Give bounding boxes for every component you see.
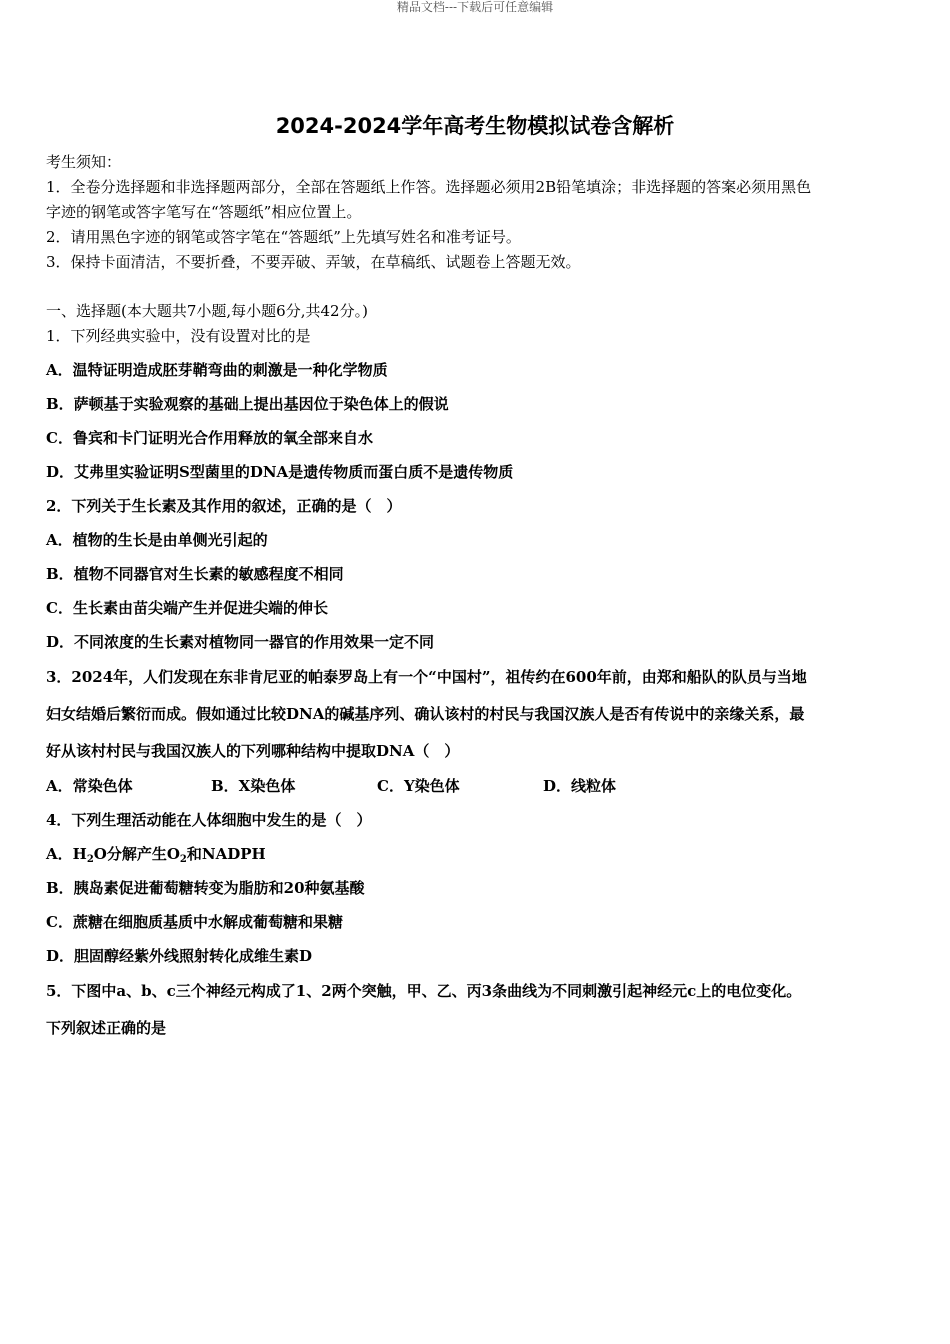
question-1-option-c: C．鲁宾和卡门证明光合作用释放的氧全部来自水 bbox=[46, 429, 373, 447]
question-3-stem-line-3: 好从该村村民与我国汉族人的下列哪种结构中提取DNA（ ） bbox=[46, 742, 460, 760]
question-2-option-d: D．不同浓度的生长素对植物同一器官的作用效果一定不同 bbox=[46, 633, 435, 651]
question-2-option-a: A．植物的生长是由单侧光引起的 bbox=[46, 531, 268, 549]
question-2-option-c: C．生长素由苗尖端产生并促进尖端的伸长 bbox=[46, 599, 328, 617]
notice-item-1-line-1: 1．全卷分选择题和非选择题两部分，全部在答题纸上作答。选择题必须用2B铅笔填涂；非选择题的答案必须用黑色 bbox=[46, 178, 812, 196]
question-4-option-a-subscript-2: 2 bbox=[179, 854, 187, 865]
question-2-option-b: B．植物不同器官对生长素的敏感程度不相同 bbox=[46, 565, 344, 583]
question-1-option-a: A．温特证明造成胚芽鞘弯曲的刺激是一种化学物质 bbox=[46, 361, 388, 379]
question-4-option-a-subscript-1: 2 bbox=[86, 854, 94, 865]
question-3-option-a: A．常染色体 bbox=[46, 777, 133, 795]
question-1-option-b: B．萨顿基于实验观察的基础上提出基因位于染色体上的假说 bbox=[46, 395, 449, 413]
question-1-stem: 1．下列经典实验中，没有设置对比的是 bbox=[46, 327, 311, 345]
question-2-stem: 2．下列关于生长素及其作用的叙述，正确的是（ ） bbox=[46, 497, 402, 515]
question-4-option-a-part-1: A．H bbox=[46, 845, 87, 863]
section-heading: 一、选择题(本大题共7小题,每小题6分,共42分。) bbox=[46, 302, 368, 320]
question-3-stem-line-2: 妇女结婚后繁衍而成。假如通过比较DNA的碱基序列、确认该村的村民与我国汉族人是否有传说中的亲缘关系，最 bbox=[46, 705, 805, 723]
header-note: 精品文档---下载后可任意编辑 bbox=[396, 0, 554, 14]
question-3-option-b: B．X染色体 bbox=[211, 777, 296, 795]
question-4-option-a-part-3: 和NADPH bbox=[186, 845, 266, 863]
question-5-stem-line-1: 5．下图中a、b、c三个神经元构成了1、2两个突触，甲、乙、丙3条曲线为不同刺激引起神经元c上的电位变化。 bbox=[46, 982, 802, 1000]
question-1-option-d: D．艾弗里实验证明S型菌里的DNA是遗传物质而蛋白质不是遗传物质 bbox=[46, 463, 514, 481]
page-title: 2024-2024学年高考生物模拟试卷含解析 bbox=[275, 114, 675, 138]
question-4-option-d: D．胆固醇经紫外线照射转化成维生素D bbox=[46, 947, 313, 965]
notice-item-3: 3．保持卡面清洁，不要折叠，不要弄破、弄皱，在草稿纸、试题卷上答题无效。 bbox=[46, 253, 581, 271]
question-5-stem-line-2: 下列叙述正确的是 bbox=[46, 1019, 167, 1037]
notice-item-1-line-2: 字迹的钢笔或答字笔写在“答题纸”相应位置上。 bbox=[46, 203, 362, 221]
question-4-option-a-part-2: O分解产生O bbox=[93, 845, 180, 863]
notice-heading: 考生须知： bbox=[46, 153, 122, 171]
question-3-stem-line-1: 3．2024年，人们发现在东非肯尼亚的帕泰罗岛上有一个“中国村”，祖传约在600年前，由郑和船队的队员与当地 bbox=[46, 668, 807, 686]
question-4-stem: 4．下列生理活动能在人体细胞中发生的是（ ） bbox=[46, 811, 372, 829]
question-3-option-c: C．Y染色体 bbox=[377, 777, 460, 795]
question-4-option-b: B．胰岛素促进葡萄糖转变为脂肪和20种氨基酸 bbox=[46, 879, 365, 897]
question-4-option-a bbox=[46, 844, 266, 864]
question-4-option-c: C．蔗糖在细胞质基质中水解成葡萄糖和果糖 bbox=[46, 913, 343, 931]
notice-item-2: 2．请用黑色字迹的钢笔或答字笔在“答题纸”上先填写姓名和准考证号。 bbox=[46, 228, 521, 246]
question-3-option-d: D．线粒体 bbox=[543, 777, 617, 795]
